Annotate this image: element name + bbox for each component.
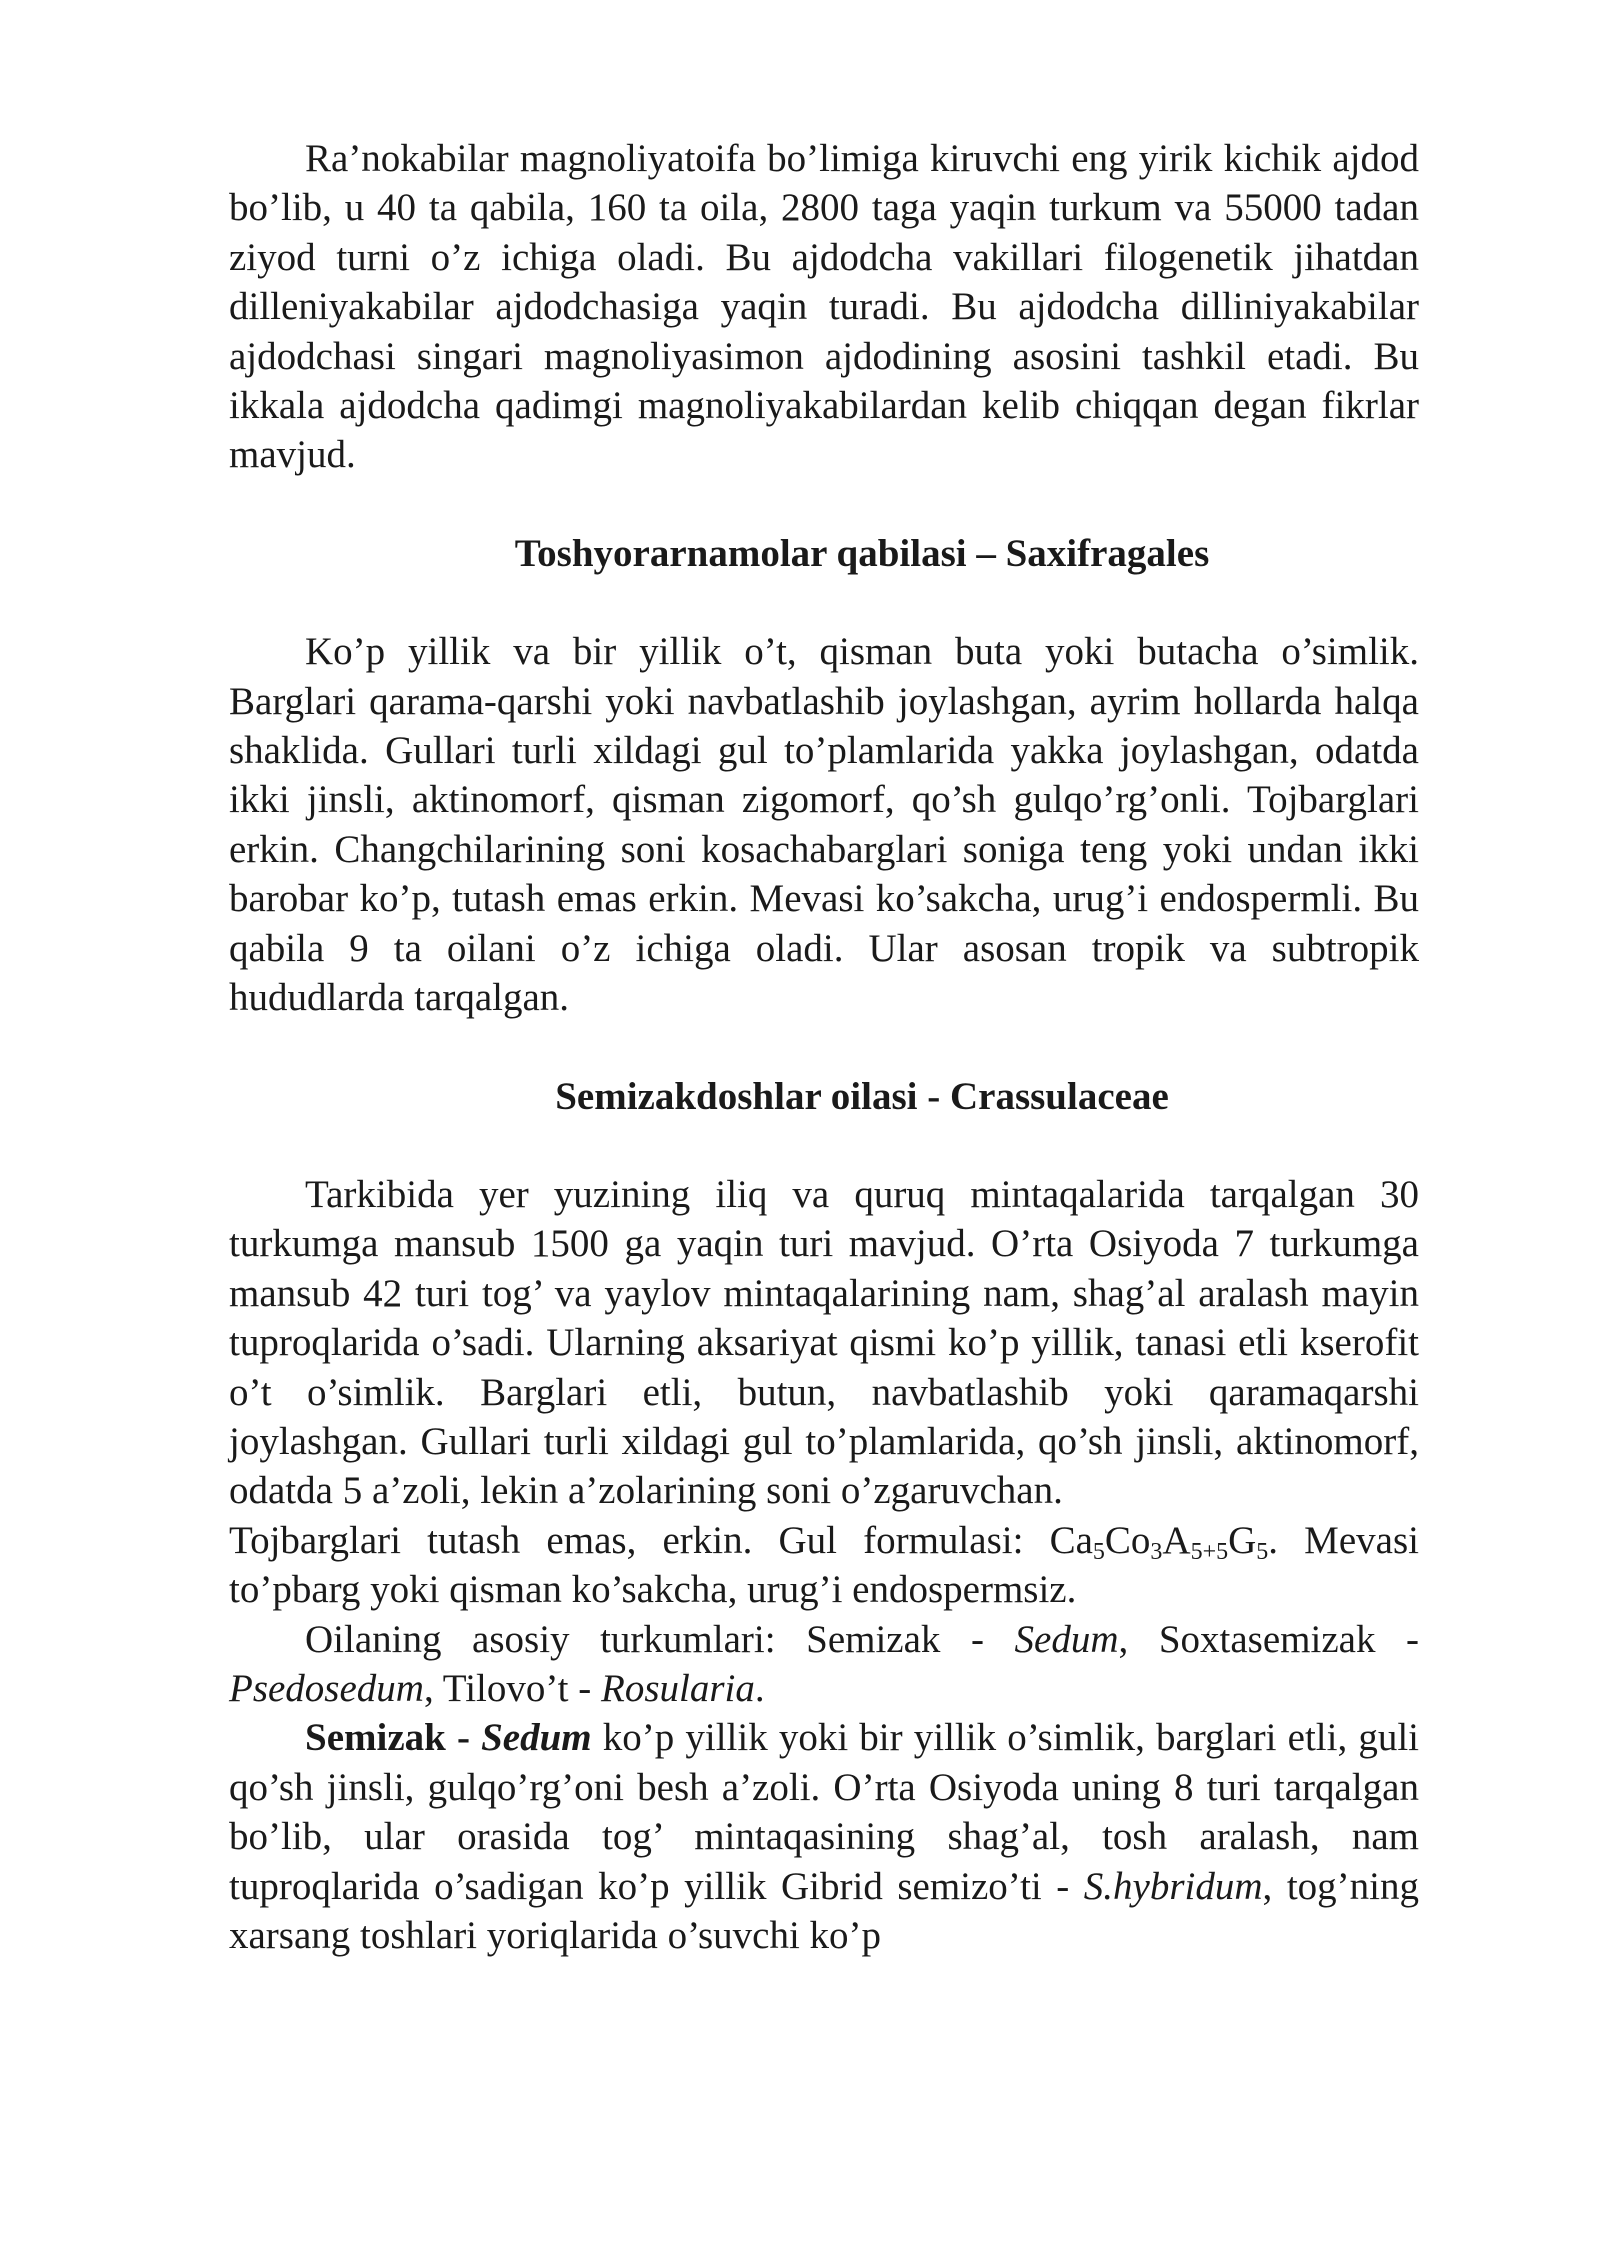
formula-a-sub: 5+5 [1190, 1538, 1229, 1565]
formula-paragraph [229, 1516, 1419, 1615]
sedum-description-continuation: , tog’ning xarsang toshlari yoriqlarida o’suvchi ko’p [229, 1864, 1419, 1957]
genera-separator-1: , Soxtasemizak - [1118, 1617, 1419, 1661]
genera-lead-text: Oilaning asosiy turkumlari: Semizak - [305, 1617, 1015, 1661]
crassulaceae-paragraph: Tarkibida yer yuzining iliq va quruq mintaqalarida tarqalgan 30 turkumga mansub 1500 ga yaqin turi mavjud. O’rta Osiyoda 7 turkumga mansub 42 turi tog’ va yaylov mintaqalarining nam, shag’al aralash mayin tuproqlarida o’sadi. Ularning aksariyat qismi ko’p yillik, tanasi etli kserofit o’t o’simlik. Barglari etli, butun, navbatlashib yoki qaramaqarshi joylashgan. Gullari turli xildagi gul to’plamlarida, qo’sh jinsli, aktinomorf, odatda 5 a’zoli, lekin a’zolarining soni o’zgaruvchan. [229, 1172, 1419, 1513]
genera-separator-2: , Tilovo’t - [423, 1666, 601, 1710]
sedum-description-text: ko’p yillik yoki bir yillik o’simlik, barglari etli, guli qo’sh jinsli, gulqo’rg’oni besh a’zoli. O’rta Osiyoda uning 8 turi tarqalgan bo’lib, ular orasida tog’ mintaqasining shag’al, tosh aralash, nam tuproqlarida o’sadigan ko’p yillik Gibrid semizo’ti - [229, 1716, 1420, 1908]
genera-end-punctuation: . [754, 1666, 765, 1710]
formula-lead-text: Tojbarglari tutash emas, erkin. Gul formulasi: [229, 1518, 1050, 1562]
genus-sedum: Sedum [1014, 1617, 1119, 1661]
formula-g: G [1228, 1518, 1257, 1562]
formula-co: Co [1104, 1518, 1151, 1562]
sedum-bold-italic-name: Sedum [481, 1716, 592, 1760]
saxifragales-paragraph: Ko’p yillik va bir yillik o’t, qisman buta yoki butacha o’simlik. Barglari qarama-qarshi yoki navbatlashib joylashgan, ayrim hollarda halqa shaklida. Gullari turli xildagi gul to’plamlarida yakka joylashgan, odatda ikki jinsli, aktinomorf, qisman zigomorf, qo’sh gulqo’rg’onli. Tojbarglari erkin. Changchilarining soni kosachabarglari soniga teng yoki undan ikki barobar ko’p, tutash emas erkin. Mevasi ko’sakcha, urug’i endospermli. Bu qabila 9 ta oilani o’z ichiga oladi. Ular asosan tropik va subtropik hududlarda tarqalgan. [229, 630, 1419, 1020]
formula-a: A [1162, 1518, 1191, 1562]
intro-paragraph: Ra’nokabilar magnoliyatoifa bo’limiga kiruvchi eng yirik kichik ajdod bo’lib, u 40 ta qabila, 160 ta oila, 2800 taga yaqin turkum va 55000 tadan ziyod turni o’z ichiga oladi. Bu ajdodcha vakillari filogenetik jihatdan dilleniyakabilar ajdodchasiga yaqin turadi. Bu ajdodcha dilliniyakabilar ajdodchasi singari magnoliyasimon ajdodining asosini tashkil etadi. Bu ikkala ajdodcha qadimgi magnoliyakabilardan kelib chiqqan degan fikrlar mavjud. [229, 137, 1419, 477]
genus-rosularia: Rosularia [601, 1666, 755, 1710]
formula-trailing-text: . Mevasi to’pbarg yoki qisman ko’sakcha, urug’i endospermsiz. [229, 1518, 1419, 1612]
formula-co-sub: 3 [1150, 1538, 1163, 1565]
heading-crassulaceae: Semizakdoshlar oilasi - Crassulaceae [555, 1074, 1169, 1118]
heading-saxifragales: Toshyorarnamolar qabilasi – Saxifragales [514, 531, 1210, 575]
formula-ca-sub: 5 [1092, 1538, 1105, 1565]
genera-paragraph [229, 1615, 1419, 1714]
sedum-paragraph [229, 1713, 1419, 1960]
species-s-hybridum: S.hybridum [1083, 1864, 1263, 1908]
formula-ca: Ca [1049, 1518, 1093, 1562]
formula-g-sub: 5 [1256, 1538, 1269, 1565]
genus-psedosedum: Psedosedum [229, 1666, 424, 1710]
document-page [229, 134, 1419, 1960]
sedum-bold-name: Semizak - [305, 1716, 482, 1760]
